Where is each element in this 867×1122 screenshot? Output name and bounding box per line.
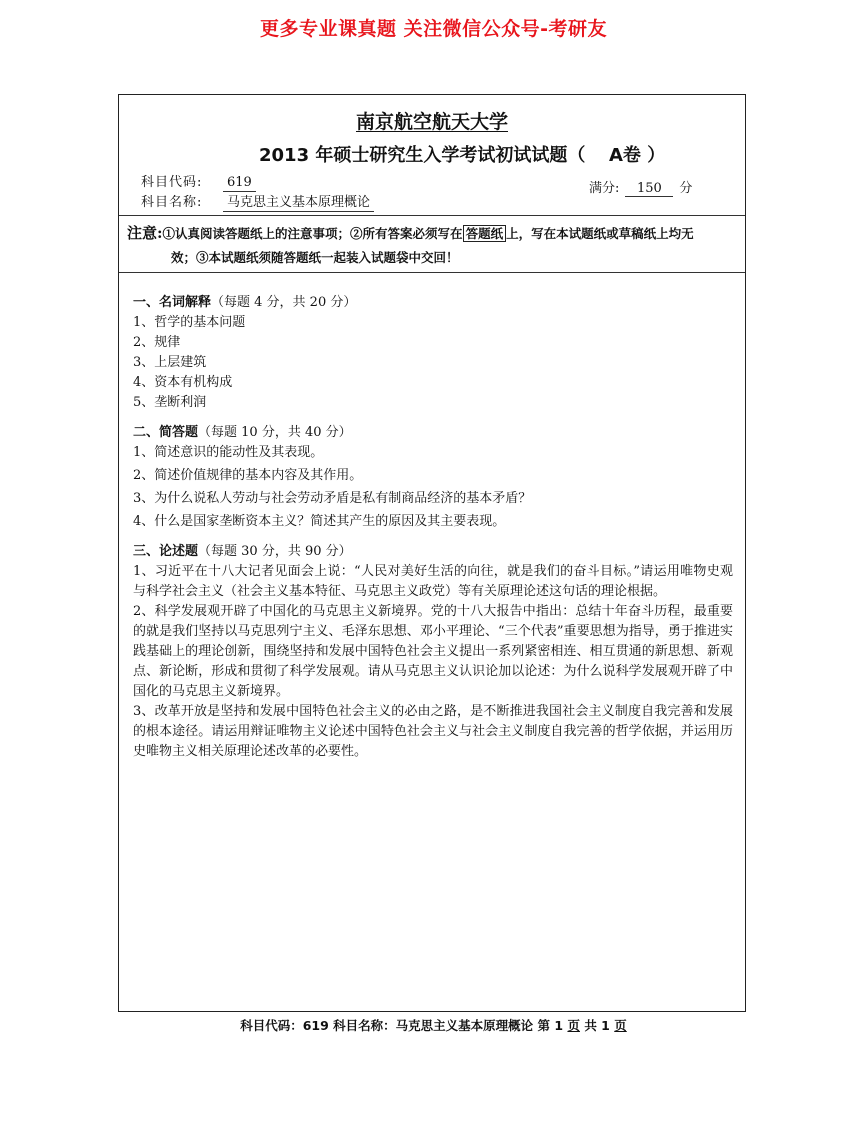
- subject-name-value: 马克思主义基本原理概论: [223, 195, 374, 212]
- score-label: 满分:: [589, 181, 620, 196]
- section-title: 一、名词解释（每题 4 分，共 20 分）: [133, 295, 357, 310]
- question-item: 2、简述价值规律的基本内容及其作用。: [133, 468, 363, 483]
- notice-line-2: 效；③本试题纸须随答题纸一起装入试题袋中交回！: [171, 250, 459, 265]
- exam-title: 2013 年硕士研究生入学考试初试试题（: [259, 145, 586, 166]
- question-item: 5、垄断利润: [133, 395, 207, 410]
- subject-code-row: [141, 171, 256, 190]
- subject-code-label: 科目代码:: [141, 175, 203, 190]
- subject-name-row: [141, 191, 374, 210]
- question-item: 4、资本有机构成: [133, 375, 233, 390]
- page-footer: 科目代码：619 科目名称：马克思主义基本原理概论 第 1 页 共 1 页: [240, 1018, 627, 1033]
- full-score: [589, 177, 692, 197]
- paper-version: A卷 ）: [609, 145, 666, 166]
- question-item: 3、为什么说私人劳动与社会劳动矛盾是私有制商品经济的基本矛盾？: [133, 491, 532, 506]
- notice-line-1: 注意:①认真阅读答题纸上的注意事项；②所有答案必须写在 答题纸 上，写在本试题纸或草稿纸上均无: [127, 224, 694, 242]
- question-item: 1、简述意识的能动性及其表现。: [133, 445, 324, 460]
- score-unit: 分: [679, 181, 693, 196]
- question-item: 4、什么是国家垄断资本主义？简述其产生的原因及其主要表现。: [133, 514, 506, 529]
- university-name: 南京航空航天大学: [355, 111, 508, 133]
- promo-banner: 更多专业课真题 关注微信公众号-考研友: [259, 18, 607, 40]
- question-item: 3、改革开放是坚持和发展中国特色社会主义的必由之路，是不断推进我国社会主义制度自我完善和发展的根本途径。请运用辩证唯物主义论述中国特色社会主义与社会主义制度自我完善的哲学依据，并运用历史唯物主义相关原理论述改革的必要性。: [133, 704, 733, 759]
- answer-sheet-emphasis: 答题纸: [463, 225, 507, 242]
- question-item: 2、规律: [133, 335, 181, 350]
- question-item: 1、习近平在十八大记者见面会上说：“人民对美好生活的向往，就是我们的奋斗目标。”请运用唯物史观与科学社会主义（社会主义基本特征、马克思主义政党）等有关原理论述这句话的理论根据。: [133, 564, 733, 599]
- question-item: 1、哲学的基本问题: [133, 315, 246, 330]
- notice-box: [119, 215, 745, 273]
- score-value: 150: [625, 181, 673, 197]
- question-item: 2、科学发展观开辟了中国化的马克思主义新境界。党的十八大报告中指出：总结十年奋斗历程，最重要的就是我们坚持以马克思列宁主义、毛泽东思想、邓小平理论、“三个代表”重要思想为指导，勇于推进实践基础上的理论创新，围绕坚持和发展中国特色社会主义提出一系列紧密相连、相互贯通的新思想、新观点、新论断，形成和贯彻了科学发展观。请从马克思主义认识论加以论述：为什么说科学发展观开辟了中国化的马克思主义新境界。: [133, 604, 733, 699]
- questions: [133, 289, 733, 762]
- notice-heading: 注意:: [127, 224, 163, 242]
- section-title: 二、简答题（每题 10 分，共 40 分）: [133, 425, 352, 440]
- subject-name-label: 科目名称:: [141, 195, 203, 210]
- question-item: 3、上层建筑: [133, 355, 207, 370]
- exam-paper-frame: [118, 94, 746, 1012]
- section-title: 三、论述题（每题 30 分，共 90 分）: [133, 544, 352, 559]
- subject-code-value: 619: [223, 175, 256, 192]
